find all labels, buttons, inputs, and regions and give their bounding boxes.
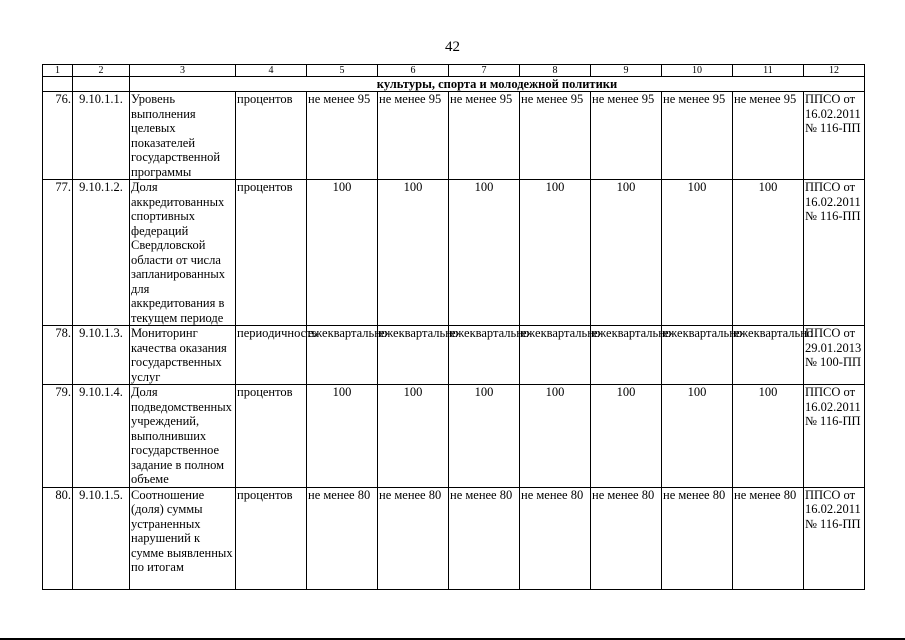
value-cell: 100 (733, 180, 804, 326)
column-number: 11 (733, 65, 804, 77)
row-code: 9.10.1.2. (73, 180, 130, 326)
column-number: 6 (378, 65, 449, 77)
value-cell: ежеквартально (733, 326, 804, 385)
table-row (43, 487, 865, 589)
column-number: 4 (236, 65, 307, 77)
indicator-name: Доля подведомственных учреждений, выполнивших государственное задание в полном объеме (130, 385, 236, 488)
value-cell: 100 (662, 385, 733, 488)
value-cell: не менее 80 (520, 487, 591, 589)
value-cell: ежеквартально (520, 326, 591, 385)
value-cell: не менее 80 (307, 487, 378, 589)
value-cell: ежеквартально (591, 326, 662, 385)
legal-reference: ППСО от 16.02.2011 № 116-ПП (804, 92, 865, 180)
table-row (43, 92, 865, 180)
column-number: 7 (449, 65, 520, 77)
row-number: 76. (43, 92, 73, 180)
section-row (43, 77, 865, 92)
column-number: 2 (73, 65, 130, 77)
indicator-name: Уровень выполнения целевых показателей государственной программы (130, 92, 236, 180)
row-number: 79. (43, 385, 73, 488)
section-title: культуры, спорта и молодежной политики (130, 77, 865, 92)
row-number: 77. (43, 180, 73, 326)
indicator-name: Доля аккредитованных спортивных федераций Свердловской области от числа запланированных для аккредитования в текущем периоде (130, 180, 236, 326)
unit: процентов (236, 92, 307, 180)
column-number: 3 (130, 65, 236, 77)
value-cell: 100 (520, 385, 591, 488)
value-cell: не менее 80 (591, 487, 662, 589)
value-cell: не менее 95 (307, 92, 378, 180)
indicators-table (42, 64, 865, 590)
page-number: 42 (445, 39, 460, 55)
column-number: 5 (307, 65, 378, 77)
unit: процентов (236, 385, 307, 488)
table-row (43, 385, 865, 488)
value-cell: 100 (449, 385, 520, 488)
row-code: 9.10.1.5. (73, 487, 130, 589)
table-row (43, 326, 865, 385)
indicator-name: Мониторинг качества оказания государственных услуг (130, 326, 236, 385)
value-cell: не менее 95 (591, 92, 662, 180)
value-cell: ежеквартально (307, 326, 378, 385)
column-number: 1 (43, 65, 73, 77)
value-cell: 100 (378, 180, 449, 326)
legal-reference: ППСО от 16.02.2011 № 116-ПП (804, 487, 865, 589)
value-cell: ежеквартально (378, 326, 449, 385)
row-number: 80. (43, 487, 73, 589)
row-code: 9.10.1.1. (73, 92, 130, 180)
unit: процентов (236, 487, 307, 589)
row-code: 9.10.1.4. (73, 385, 130, 488)
value-cell: 100 (378, 385, 449, 488)
value-cell: 100 (662, 180, 733, 326)
value-cell: ежеквартально (662, 326, 733, 385)
column-number: 10 (662, 65, 733, 77)
row-number: 78. (43, 326, 73, 385)
column-number: 8 (520, 65, 591, 77)
value-cell: не менее 95 (662, 92, 733, 180)
value-cell: не менее 80 (378, 487, 449, 589)
column-number: 12 (804, 65, 865, 77)
table-row (43, 180, 865, 326)
value-cell: 100 (307, 385, 378, 488)
value-cell: 100 (307, 180, 378, 326)
column-number-row (43, 65, 865, 77)
column-number: 9 (591, 65, 662, 77)
value-cell: не менее 80 (733, 487, 804, 589)
row-code: 9.10.1.3. (73, 326, 130, 385)
legal-reference: ППСО от 16.02.2011 № 116-ПП (804, 385, 865, 488)
value-cell: не менее 95 (520, 92, 591, 180)
value-cell: ежеквартально (449, 326, 520, 385)
unit: периодичность (236, 326, 307, 385)
value-cell: не менее 80 (662, 487, 733, 589)
value-cell: 100 (733, 385, 804, 488)
value-cell: не менее 95 (733, 92, 804, 180)
value-cell: не менее 80 (449, 487, 520, 589)
legal-reference: ППСО от 16.02.2011 № 116-ПП (804, 180, 865, 326)
indicator-name: Соотношение (доля) суммы устраненных нарушений к сумме выявленных по итогам (130, 487, 236, 589)
value-cell: 100 (591, 385, 662, 488)
unit: процентов (236, 180, 307, 326)
value-cell: 100 (449, 180, 520, 326)
value-cell: не менее 95 (378, 92, 449, 180)
value-cell: не менее 95 (449, 92, 520, 180)
value-cell: 100 (591, 180, 662, 326)
value-cell: 100 (520, 180, 591, 326)
legal-reference: ППСО от 29.01.2013 № 100-ПП (804, 326, 865, 385)
